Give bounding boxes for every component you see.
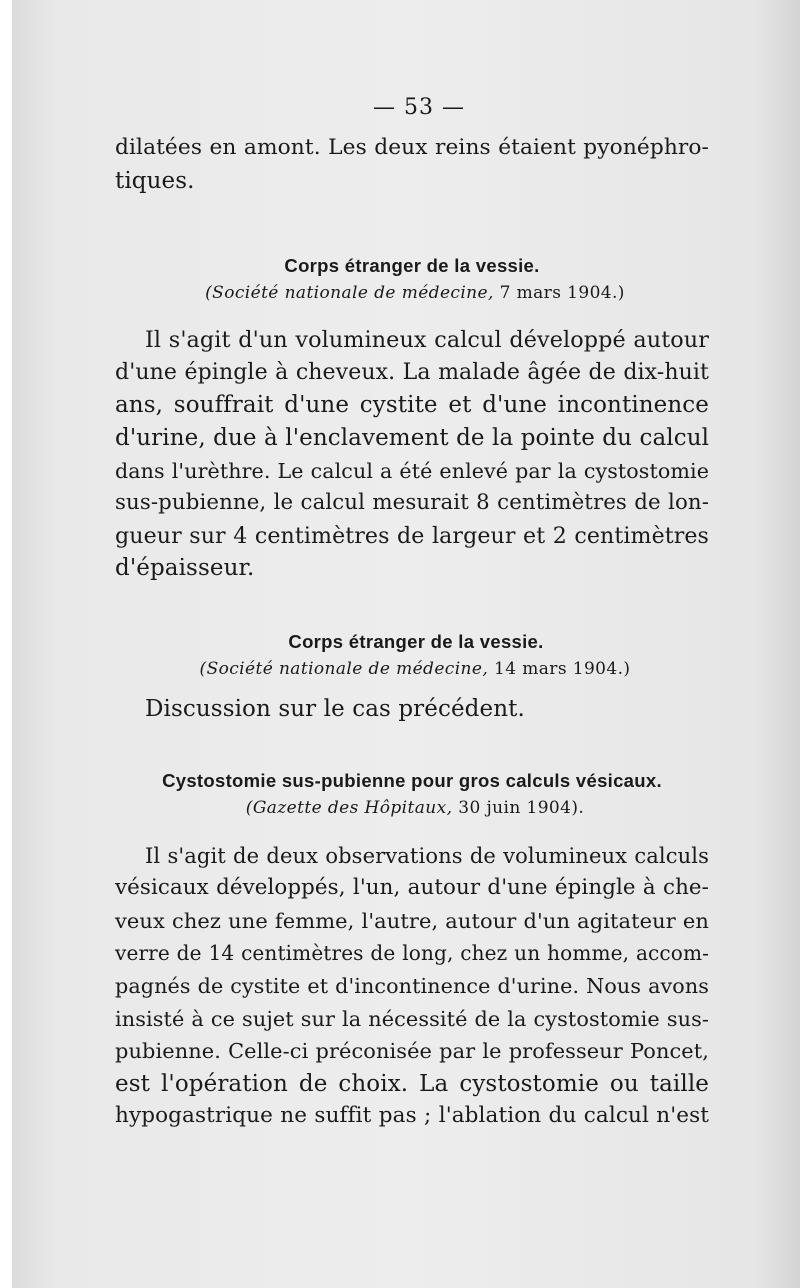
text-line: verre de 14 centimètres de long, chez un homme, accom- xyxy=(115,941,709,966)
body-paragraph xyxy=(115,840,709,1133)
text-line: insisté à ce sujet sur la nécessité de la cystostomie sus- xyxy=(115,1006,709,1031)
text-line: dilatées en amont. Les deux reins étaient pyonéphro- xyxy=(115,135,709,160)
text-line: Discussion sur le cas précédent. xyxy=(145,695,525,722)
page-content xyxy=(115,132,709,1133)
text-line: gueur sur 4 centimètres de largeur et 2 centimètres xyxy=(115,522,709,549)
text-line: tiques. xyxy=(115,167,195,194)
text-line: veux chez une femme, l'autre, autour d'un agitateur en xyxy=(115,908,709,933)
text-line: d'urine, due à l'enclavement de la pointe du calcul xyxy=(115,424,710,451)
source-venue: (Gazette des Hôpitaux, xyxy=(245,797,453,818)
source-date: 14 mars 1904.) xyxy=(494,658,631,679)
section-source xyxy=(115,659,709,679)
text-line: sus-pubienne, le calcul mesurait 8 centimètres de lon- xyxy=(115,490,709,516)
text-line: est l'opération de choix. La cystostomie ou taille xyxy=(115,1070,709,1097)
text-line: pagnés de cystite et d'incontinence d'urine. Nous avons xyxy=(115,973,709,998)
section-source xyxy=(115,798,709,818)
book-page xyxy=(12,0,800,1288)
text-line: ans, souffrait d'une cystite et d'une incontinence xyxy=(115,392,709,419)
page-number: — 53 — xyxy=(373,95,465,120)
continuation-paragraph xyxy=(115,132,709,197)
source-date: 7 mars 1904.) xyxy=(499,283,625,304)
text-line: dans l'urèthre. Le calcul a été enlevé par la cystostomie xyxy=(115,458,709,483)
body-paragraph xyxy=(115,693,709,726)
source-date: 30 juin 1904). xyxy=(458,797,585,818)
section-heading: Corps étranger de la vessie. xyxy=(288,630,544,652)
text-line: vésicaux développés, l'un, autour d'une épingle à che- xyxy=(115,875,709,901)
text-line: Il s'agit de deux observations de volumineux calculs xyxy=(145,842,709,868)
text-line: hypogastrique ne suffit pas ; l'ablation du calcul n'est xyxy=(115,1103,709,1129)
text-line: d'une épingle à cheveux. La malade âgée de dix-huit xyxy=(115,359,709,385)
body-paragraph xyxy=(115,324,709,585)
section-heading: Cystostomie sus-pubienne pour gros calculs vésicaux. xyxy=(162,769,662,791)
section-heading: Corps étranger de la vessie. xyxy=(284,255,540,277)
source-venue: (Société nationale de médecine, xyxy=(205,283,494,304)
text-line: pubienne. Celle-ci préconisée par le professeur Poncet, xyxy=(115,1039,709,1064)
source-venue: (Société nationale de médecine, xyxy=(199,658,489,679)
text-line: Il s'agit d'un volumineux calcul développé autour xyxy=(145,327,709,354)
text-line: d'épaisseur. xyxy=(115,555,255,582)
section-source xyxy=(115,283,709,303)
